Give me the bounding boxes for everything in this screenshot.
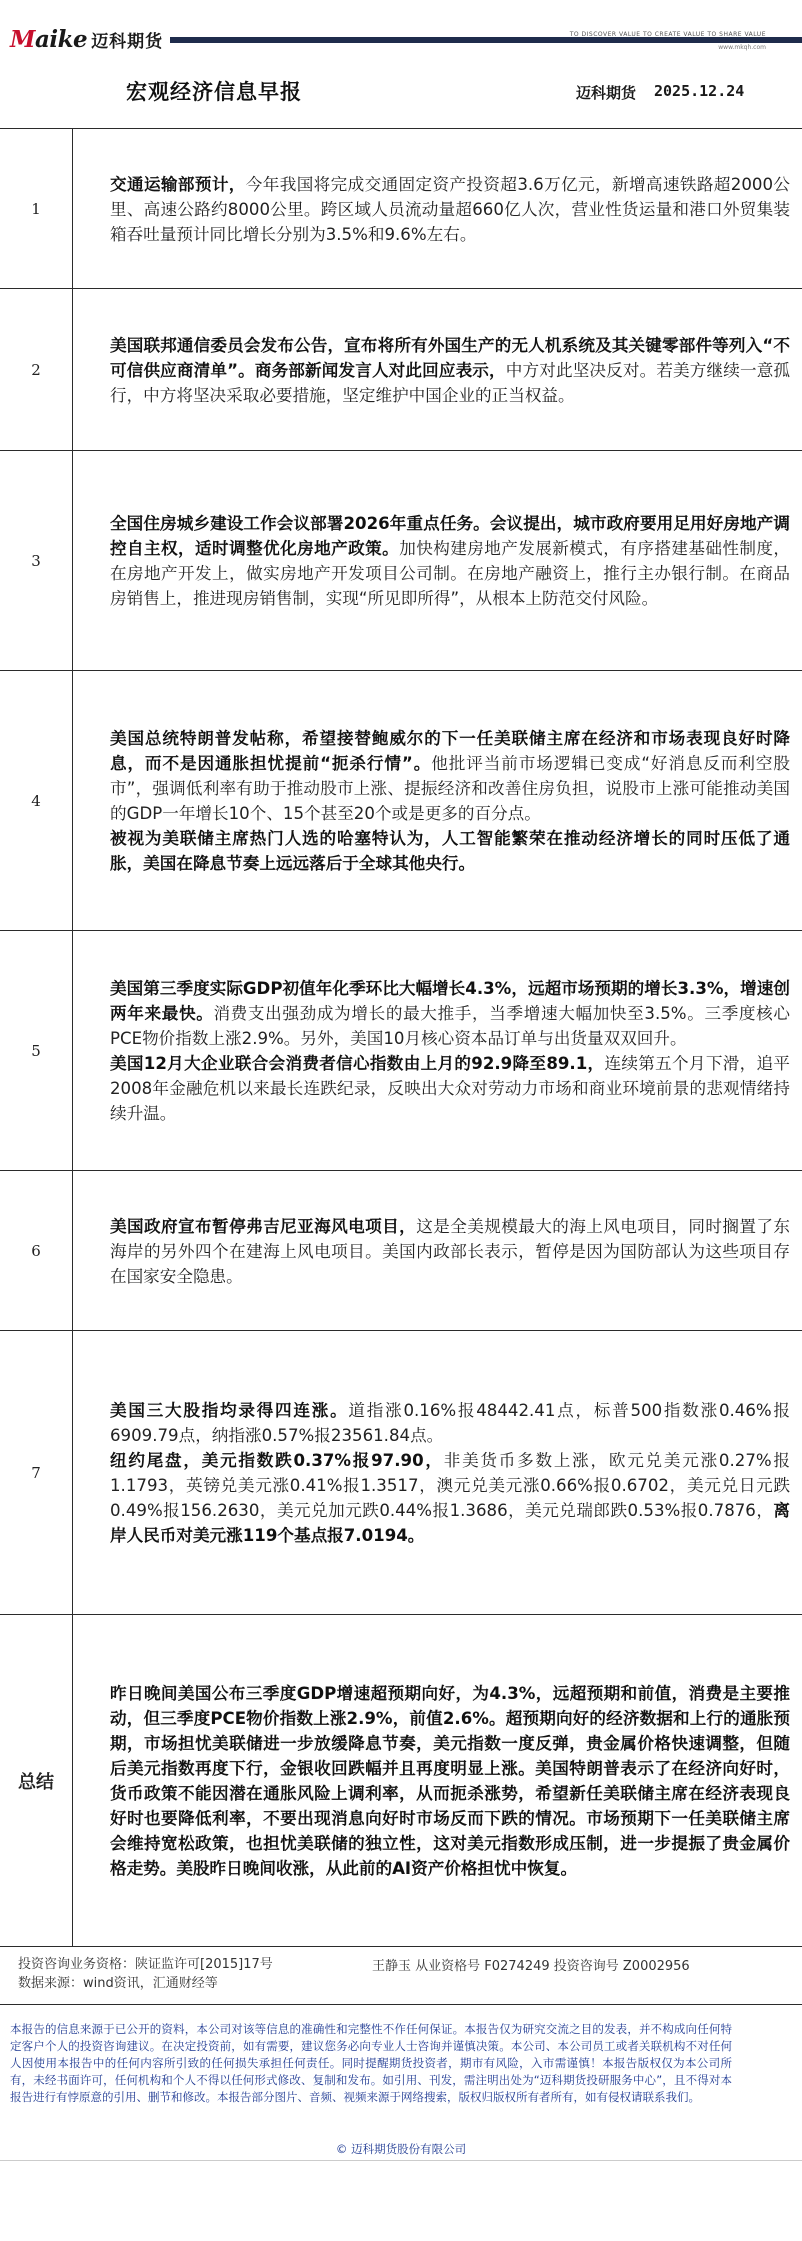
company-logo bbox=[10, 26, 163, 52]
report-company: 迈科期货 bbox=[576, 84, 637, 102]
news-paragraph bbox=[110, 1214, 790, 1289]
news-paragraph bbox=[110, 726, 790, 826]
row-number: 1 bbox=[0, 129, 73, 288]
summary-label: 总结 bbox=[0, 1615, 73, 1946]
copyright-text: © 迈科期货股份有限公司 bbox=[335, 2142, 467, 2156]
report-header bbox=[0, 0, 802, 58]
news-text: 连续第五个月下滑，追平2008年金融危机以来最长连跌纪录，反映出大众对劳动力市场和商业环境前景的悲观情绪持续升温。 bbox=[110, 1054, 790, 1123]
news-text: 中方对此坚决反对。若美方继续一意孤行，中方将坚决采取必要措施，坚定维护中国企业的正当权益。 bbox=[110, 360, 791, 405]
footer-info bbox=[18, 1955, 273, 1993]
row-number: 4 bbox=[0, 671, 73, 930]
header-slogan: TO DISCOVER VALUE TO CREATE VALUE TO SHARE VALUE bbox=[569, 31, 766, 38]
analyst-info: 王静玉 从业资格号 F0274249 投资咨询号 Z0002956 bbox=[372, 1959, 690, 1974]
footer-divider bbox=[0, 1946, 802, 1947]
news-highlight: 全国住房城乡建设工作会议部署2026年重点任务。会议提出，城市政府要用足用好房地产调控自主权，适时调整优化房地产政策。 bbox=[110, 514, 790, 558]
news-text: 这是全美规模最大的海上风电项目，同时搁置了东海岸的另外四个在建海上风电项目。美国内政部长表示，暂停是因为国防部认为这些项目存在国家安全隐患。 bbox=[110, 1216, 790, 1286]
title-row bbox=[0, 64, 802, 122]
news-row bbox=[0, 1170, 802, 1330]
bottom-divider bbox=[0, 2160, 802, 2161]
summary-row bbox=[0, 1614, 802, 1946]
news-paragraph bbox=[110, 976, 790, 1051]
news-highlight: 美国政府宣布暂停弗吉尼亚海风电项目， bbox=[110, 1216, 417, 1236]
header-website: www.mkqh.com bbox=[718, 44, 766, 51]
qualification-text: 投资咨询业务资格：陕证监许可[2015]17号 bbox=[18, 1957, 273, 1972]
news-text: 非美货币多数上涨，欧元兑美元涨0.27%报1.1793，英镑兑美元涨0.41%报1.3517，澳元兑美元涨0.66%报0.6702，美元兑日元跌0.49%报156.2630，美元兑加元跌0.44%报1.3686，美元兑瑞郎跌0.53%报0.7876， bbox=[110, 1451, 790, 1520]
news-paragraph bbox=[110, 172, 790, 247]
logo-initial: M bbox=[10, 25, 35, 53]
news-highlight: 美国三大股指均录得四连涨。 bbox=[110, 1401, 349, 1420]
news-paragraph bbox=[110, 333, 790, 408]
news-paragraph bbox=[110, 511, 790, 611]
news-row bbox=[0, 288, 802, 450]
logo-chinese-name: 迈科期货 bbox=[91, 31, 164, 52]
news-paragraph bbox=[110, 1448, 790, 1548]
report-title: 宏观经济信息早报 bbox=[126, 79, 302, 104]
news-paragraph bbox=[110, 1051, 790, 1126]
report-date: 2025.12.24 bbox=[654, 82, 745, 100]
news-content bbox=[110, 671, 790, 931]
news-text: 今年我国将完成交通固定资产投资超3.6万亿元，新增高速铁路超2000公里、高速公路约8000公里。跨区域人员流动量超660亿人次，营业性货运量和港口外贸集装箱吞吐量预计同比增长分别为3.5%和9.6%左右。 bbox=[110, 174, 790, 244]
row-number: 6 bbox=[0, 1171, 73, 1330]
disclaimer-divider bbox=[0, 2004, 802, 2005]
news-paragraph bbox=[110, 1398, 790, 1448]
news-row bbox=[0, 1330, 802, 1614]
news-text: 道指涨0.16%报48442.41点，标普500指数涨0.46%报6909.79点，纳指涨0.57%报23561.84点。 bbox=[110, 1401, 791, 1445]
news-highlight: 离岸人民币对美元涨119个基点报7.0194。 bbox=[110, 1501, 790, 1545]
news-text: 消费支出强劲成为增长的最大推手，当季增速大幅加快至3.5%。三季度核心PCE物价指数上涨2.9%。另外，美国10月核心资本品订单与出货量双双回升。 bbox=[110, 1004, 791, 1048]
row-number: 2 bbox=[0, 289, 73, 450]
logo-latin bbox=[10, 26, 87, 53]
news-highlight: 美国第三季度实际GDP初值年化季环比大幅增长4.3%，远超市场预期的增长3.3%，增速创两年来最快。 bbox=[110, 979, 790, 1023]
news-content bbox=[110, 1331, 790, 1615]
news-content bbox=[110, 1171, 790, 1331]
row-number: 7 bbox=[0, 1331, 73, 1614]
news-highlight: 纽约尾盘，美元指数跌0.37%报97.90， bbox=[110, 1451, 444, 1470]
disclaimer-text: 本报告的信息来源于已公开的资料，本公司对该等信息的准确性和完整性不作任何保证。本报告仅为研究交流之目的发表，并不构成向任何特定客户个人的投资咨询建议。在决定投资前，如有需要，建议您务必向专业人士咨询并谨慎决策。本公司、本公司员工或者关联机构不对任何人因使用本报告中的任何内容所引致的任何损失承担任何责任。同时提醒期货投资者，期市有风险，入市需谨慎！本报告版权仅为本公司所有，未经书面许可，任何机构和个人不得以任何形式修改、复制和发布。如引用、刊发，需注明出处为“迈科期货投研服务中心”，且不得对本报告进行有悖原意的引用、删节和修改。本报告部分图片、音频、视频来源于网络搜索，版权归版权所有者所有，如有侵权请联系我们。 bbox=[10, 2022, 732, 2104]
summary-content bbox=[110, 1615, 790, 1947]
summary-text: 昨日晚间美国公布三季度GDP增速超预期向好，为4.3%，远超预期和前值，消费是主要推动，但三季度PCE物价指数上涨2.9%，前值2.6%。超预期向好的经济数据和上行的通胀预期，市场担忧美联储进一步放缓降息节奏，美元指数一度反弹，贵金属价格快速调整，但随后美元指数再度下行，金银收回跌幅并且再度明显上涨。美国特朗普表示了在经济向好时，货币政策不能因潜在通胀风险上调利率，从而扼杀涨势，希望新任美联储主席在经济表现良好时也要降低利率，不要出现消息向好时市场反而下跌的情况。市场预期下一任美联储主席会维持宽松政策，也担忧美联储的独立性，这对美元指数形成压制，进一步提振了贵金属价格走势。美股昨日晚间收涨，从此前的AI资产价格担忧中恢复。 bbox=[110, 1684, 790, 1878]
news-text: 加快构建房地产发展新模式，有序搭建基础性制度，在房地产开发上，做实房地产开发项目公司制。在房地产融资上，推行主办银行制。在商品房销售上，推进现房销售制，实现“所见即所得”，从根本上防范交付风险。 bbox=[110, 539, 791, 608]
news-highlight: 美国总统特朗普发帖称，希望接替鲍威尔的下一任美联储主席在经济和市场表现良好时降息，而不是因通胀担忧提前“扼杀行情”。 bbox=[110, 729, 790, 773]
news-content bbox=[110, 289, 790, 451]
logo-rest: aike bbox=[34, 25, 88, 53]
news-highlight: 交通运输部预计， bbox=[110, 174, 246, 194]
news-text: 他批评当前市场逻辑已变成“好消息反而利空股市”，强调低利率有助于推动股市上涨、提振经济和改善住房负担，说股市上涨可能推动美国的GDP一年增长10个、15个甚至20个或是更多的百分点。 bbox=[110, 754, 790, 823]
news-content bbox=[110, 931, 790, 1171]
news-content bbox=[110, 129, 790, 289]
data-source-text: 数据来源：wind资讯，汇通财经等 bbox=[18, 1976, 218, 1991]
news-row bbox=[0, 930, 802, 1170]
row-number: 5 bbox=[0, 931, 73, 1170]
news-highlight: 美国12月大企业联合会消费者信心指数由上月的92.9降至89.1， bbox=[110, 1054, 605, 1073]
news-highlight: 美国联邦通信委员会发布公告，宣布将所有外国生产的无人机系统及其关键零部件等列入“不可信供应商清单”。商务部新闻发言人对此回应表示， bbox=[110, 335, 790, 380]
news-row bbox=[0, 128, 802, 288]
news-row bbox=[0, 450, 802, 670]
row-number: 3 bbox=[0, 451, 73, 670]
news-paragraph bbox=[110, 826, 790, 876]
news-highlight: 被视为美联储主席热门人选的哈塞特认为，人工智能繁荣在推动经济增长的同时压低了通胀，美国在降息节奏上远远落后于全球其他央行。 bbox=[110, 829, 790, 873]
news-row bbox=[0, 670, 802, 930]
news-content bbox=[110, 451, 790, 671]
